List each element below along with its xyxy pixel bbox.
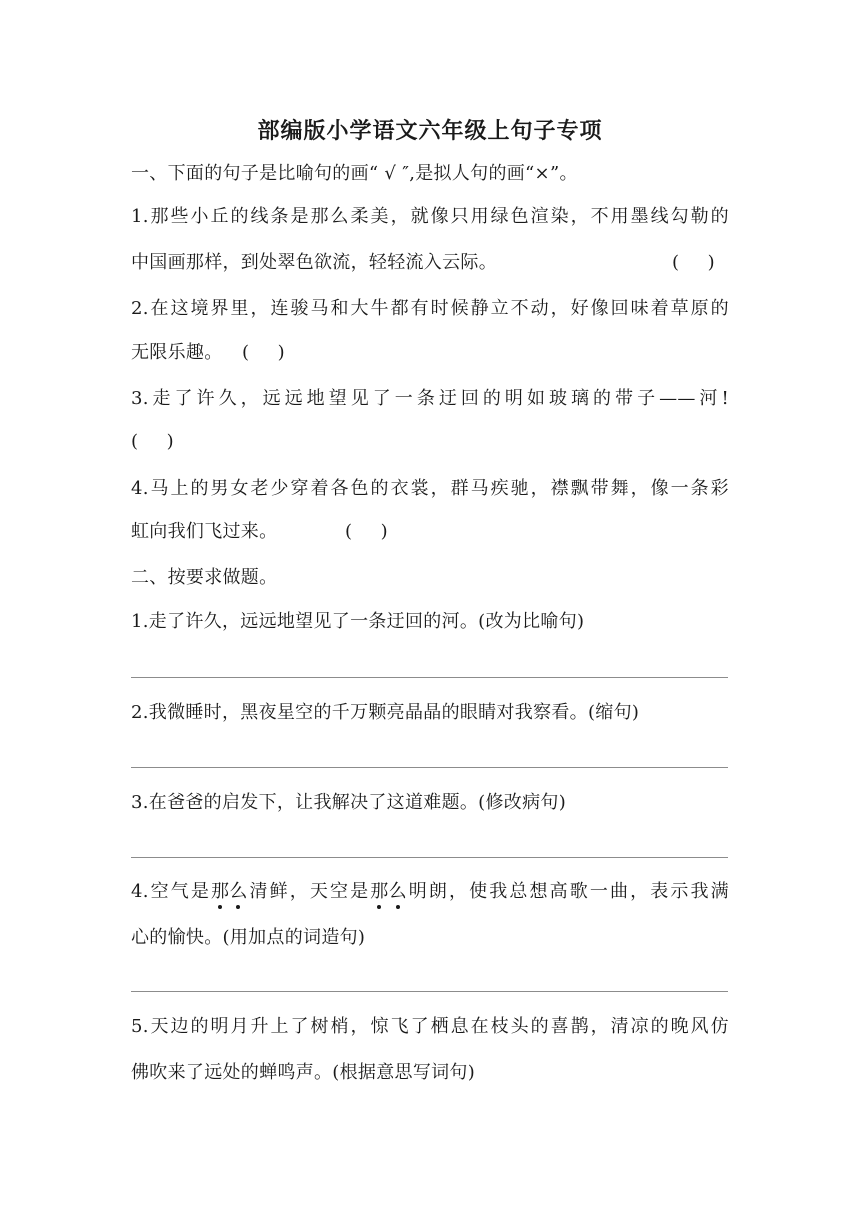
dotted-char: 那	[370, 881, 389, 902]
s1-q3-line1: 3.走了许久，远远地望见了一条迂回的明如玻璃的带子——河!	[131, 388, 729, 409]
s1-q1-line2: 中国画那样，到处翠色欲流，轻轻流入云际。	[131, 252, 497, 273]
s2-q1-answer-line[interactable]	[131, 677, 728, 678]
section1-heading: 一、下面的句子是比喻句的画“ √ ″,是拟人句的画“×”。	[131, 163, 578, 184]
s1-q2-line2: 无限乐趣。	[131, 342, 223, 363]
s2-q4-answer-line[interactable]	[131, 991, 728, 992]
s1-q4-answer-blank[interactable]: ( )	[345, 521, 388, 542]
s1-q2-line1: 2.在这境界里，连骏马和大牛都有时候静立不动，好像回味着草原的	[131, 298, 729, 319]
s2-q4-line2: 心的愉快。(用加点的词造句)	[131, 927, 366, 948]
s1-q1-answer-blank[interactable]: ( )	[672, 252, 715, 273]
s2-q1-text: 1.走了许久，远远地望见了一条迂回的河。(改为比喻句)	[131, 611, 585, 632]
s2-q4-seg2: 清鲜，天空是	[247, 881, 371, 902]
s2-q5-line1: 5.天边的明月升上了树梢，惊飞了栖息在枝头的喜鹊，清凉的晚风仿	[131, 1016, 729, 1037]
s1-q4-line2: 虹向我们飞过来。	[131, 521, 278, 542]
s2-q5-line2: 佛吹来了远处的蝉鸣声。(根据意思写词句)	[131, 1062, 476, 1083]
dotted-char: 么	[388, 881, 407, 902]
s2-q3-text: 3.在爸爸的启发下，让我解决了这道难题。(修改病句)	[131, 792, 567, 813]
s2-q4-seg3: 明朗，使我总想高歌一曲，表示我满	[406, 881, 729, 902]
s1-q4-line1: 4.马上的男女老少穿着各色的衣裳，群马疾驰，襟飘带舞，像一条彩	[131, 478, 729, 499]
s2-q4-line1	[131, 880, 729, 904]
s1-q1-line1: 1.那些小丘的线条是那么柔美，就像只用绿色渲染，不用墨线勾勒的	[131, 206, 729, 227]
s2-q2-answer-line[interactable]	[131, 767, 728, 768]
s2-q4-seg1: 4.空气是	[131, 881, 211, 902]
s1-q3-answer-blank[interactable]: ( )	[131, 431, 174, 452]
s1-q2-answer-blank[interactable]: ( )	[242, 342, 285, 363]
page-title: 部编版小学语文六年级上句子专项	[257, 119, 603, 144]
dotted-char: 那	[211, 881, 230, 902]
section2-heading: 二、按要求做题。	[131, 567, 278, 588]
s2-q3-answer-line[interactable]	[131, 857, 728, 858]
s2-q2-text: 2.我微睡时，黑夜星空的千万颗亮晶晶的眼睛对我察看。(缩句)	[131, 702, 640, 723]
dotted-char: 么	[229, 881, 248, 902]
